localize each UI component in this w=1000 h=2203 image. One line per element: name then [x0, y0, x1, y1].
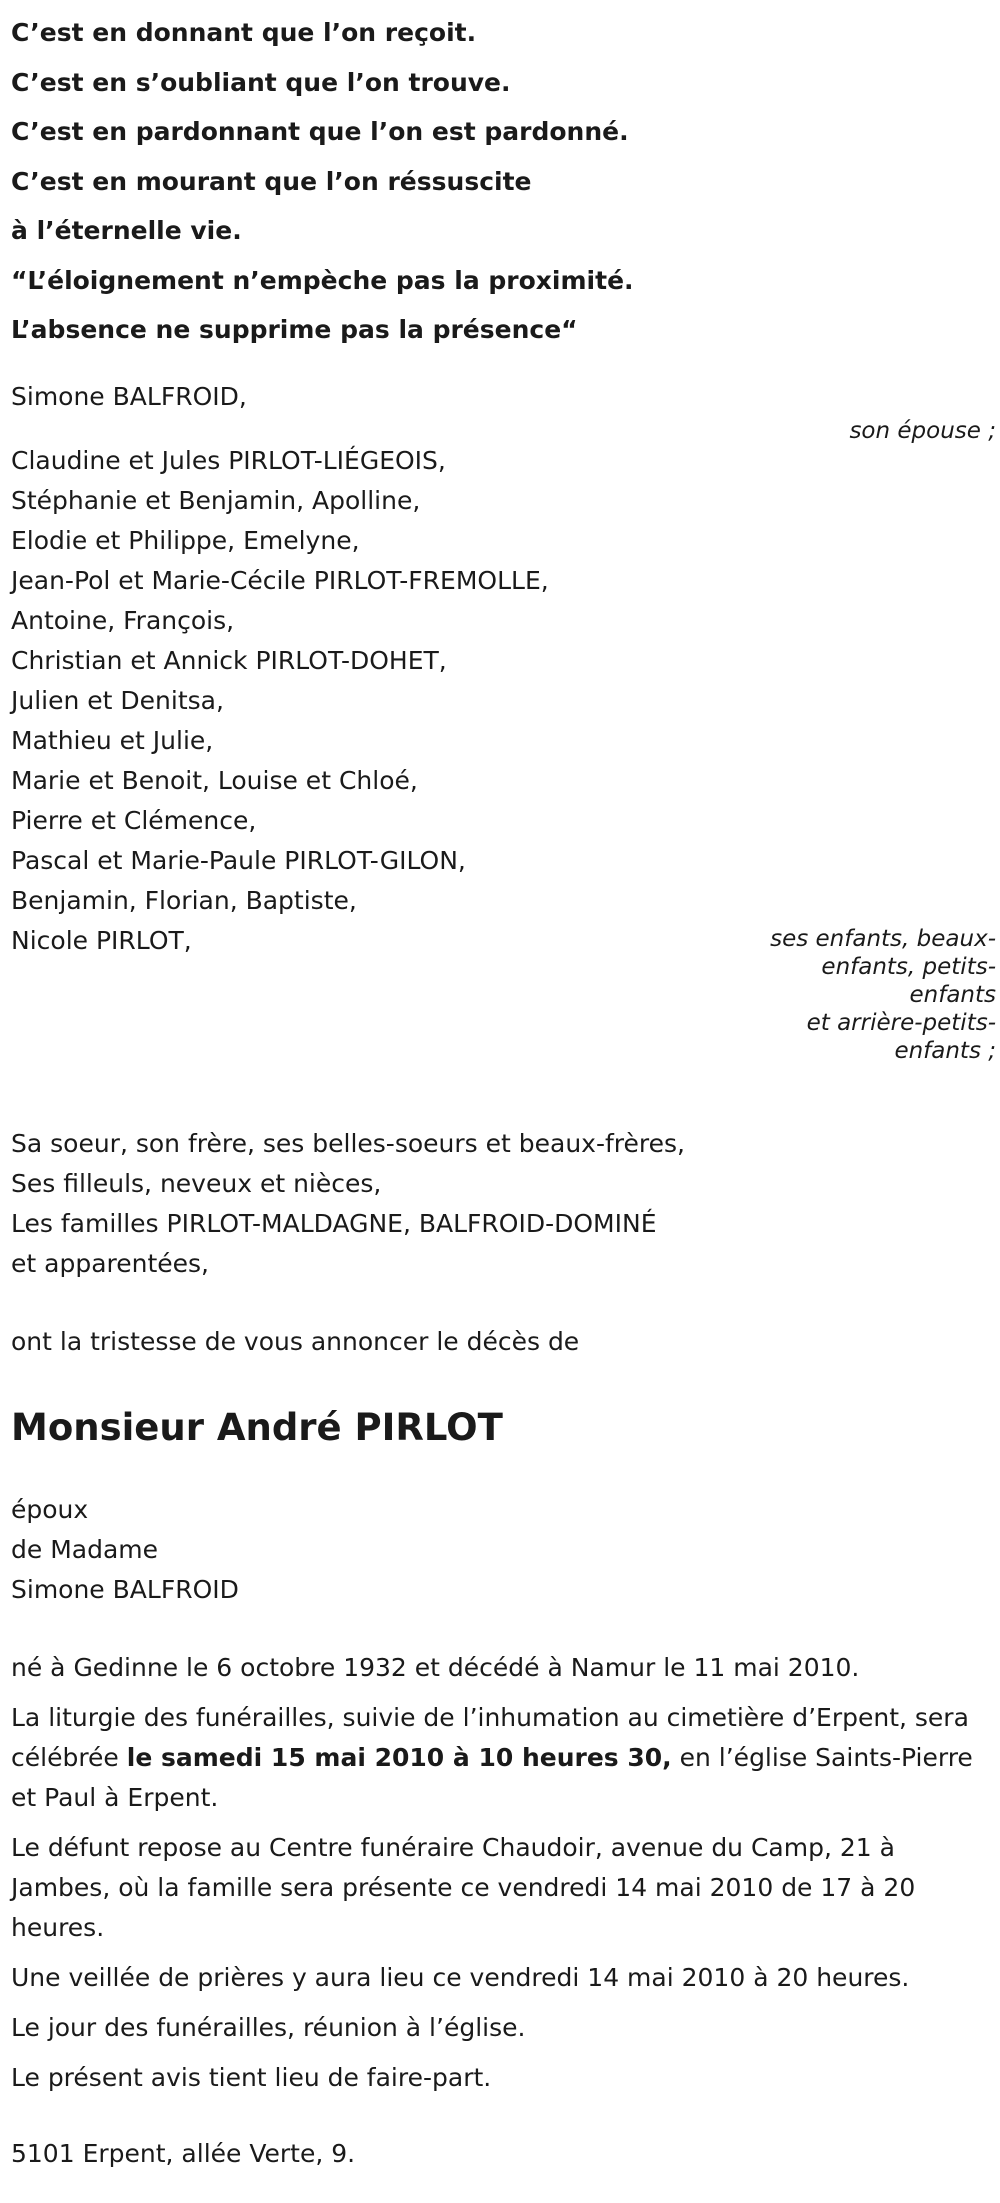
family-member-line: Pierre et Clémence,: [11, 805, 257, 835]
spouse-of-line: époux: [11, 1494, 89, 1524]
funeral-details: [11, 1648, 996, 2098]
liturgy-date: le samedi 15 mai 2010 à 10 heures 30,: [126, 1742, 672, 1772]
children-list: [11, 441, 996, 961]
children-role: [746, 925, 996, 1065]
children-role-line: enfants ;: [894, 1037, 996, 1064]
vigil-paragraph: Une veillée de prières y aura lieu ce vendredi 14 mai 2010 à 20 heures.: [11, 1962, 910, 1992]
opening-quote: [11, 0, 996, 355]
family-member-line: Pascal et Marie-Paule PIRLOT-GILON,: [11, 845, 466, 875]
deceased-name: Monsieur André PIRLOT: [11, 1405, 503, 1449]
relatives-line: et apparentées,: [11, 1248, 209, 1278]
quote-line: L’absence ne supprime pas la présence“: [11, 315, 578, 344]
children-role-line: ses enfants, beaux-: [770, 925, 996, 952]
children-role-line: enfants, petits-: [821, 953, 996, 980]
spouse-of-line: de Madame: [11, 1534, 159, 1564]
quote-line: C’est en s’oubliant que l’on trouve.: [11, 67, 511, 97]
relatives-line: Sa soeur, son frère, ses belles-soeurs et beaux-frères,: [11, 1128, 685, 1158]
children-role-line: et arrière-petits-: [806, 1009, 996, 1036]
liturgy-place: en l’église Saints-Pierre et Paul à Erpent.: [11, 1742, 973, 1812]
reunion-paragraph: Le jour des funérailles, réunion à l’église.: [11, 2012, 526, 2042]
quote-line: à l’éternelle vie.: [11, 216, 242, 245]
address-line: 5101 Erpent, allée Verte, 9.: [11, 2138, 356, 2168]
relatives-line: Ses filleuls, neveux et nièces,: [11, 1168, 382, 1198]
relatives-list: [11, 1124, 996, 1284]
family-member-line: Elodie et Philippe, Emelyne,: [11, 525, 360, 555]
family-member-line: Nicole PIRLOT,: [11, 925, 192, 955]
family-member-line: Christian et Annick PIRLOT-DOHET,: [11, 645, 447, 675]
family-member-line: Antoine, François,: [11, 605, 235, 635]
liturgy-text: La liturgie des funérailles, suivie de l’inhumation au cimetière d’Erpent, sera célébrée: [11, 1702, 969, 1772]
family-member-line: Claudine et Jules PIRLOT-LIÉGEOIS,: [11, 445, 446, 475]
quote-line: C’est en mourant que l’on réssuscite: [11, 166, 532, 196]
family-member-line: Mathieu et Julie,: [11, 725, 214, 755]
spouse-role: son épouse ;: [849, 417, 996, 444]
notice-paragraph: Le présent avis tient lieu de faire-part.: [11, 2062, 492, 2092]
spouse-line: Simone BALFROID,: [11, 381, 247, 411]
relatives-line: Les familles PIRLOT-MALDAGNE, BALFROID-DOMINÉ: [11, 1208, 657, 1238]
liturgy-paragraph: [11, 1698, 991, 1818]
family-member-line: Stéphanie et Benjamin, Apolline,: [11, 485, 421, 515]
family-member-line: Jean-Pol et Marie-Cécile PIRLOT-FREMOLLE,: [11, 565, 549, 595]
obituary-document: [11, 0, 996, 2199]
birth-death-paragraph: né à Gedinne le 6 octobre 1932 et décédé à Namur le 11 mai 2010.: [11, 1652, 860, 1682]
quote-line: C’est en donnant que l’on reçoit.: [11, 18, 477, 47]
family-member-line: Benjamin, Florian, Baptiste,: [11, 885, 357, 915]
quote-line: “L’éloignement n’empèche pas la proximité.: [11, 265, 634, 295]
rest-paragraph: Le défunt repose au Centre funéraire Chaudoir, avenue du Camp, 21 à Jambes, où la famille sera présente ce vendredi 14 mai 2010 de 17 à 20 heures.: [11, 1832, 916, 1942]
family-member-line: Julien et Denitsa,: [11, 685, 224, 715]
announcement-line: ont la tristesse de vous annoncer le décès de: [11, 1326, 580, 1356]
family-member-line: Marie et Benoit, Louise et Chloé,: [11, 765, 418, 795]
children-role-line: enfants: [909, 981, 996, 1008]
quote-line: C’est en pardonnant que l’on est pardonné.: [11, 117, 629, 146]
family-list: [11, 377, 996, 1362]
spouse-of: [11, 1490, 996, 1610]
spouse-of-line: Simone BALFROID: [11, 1574, 239, 1604]
